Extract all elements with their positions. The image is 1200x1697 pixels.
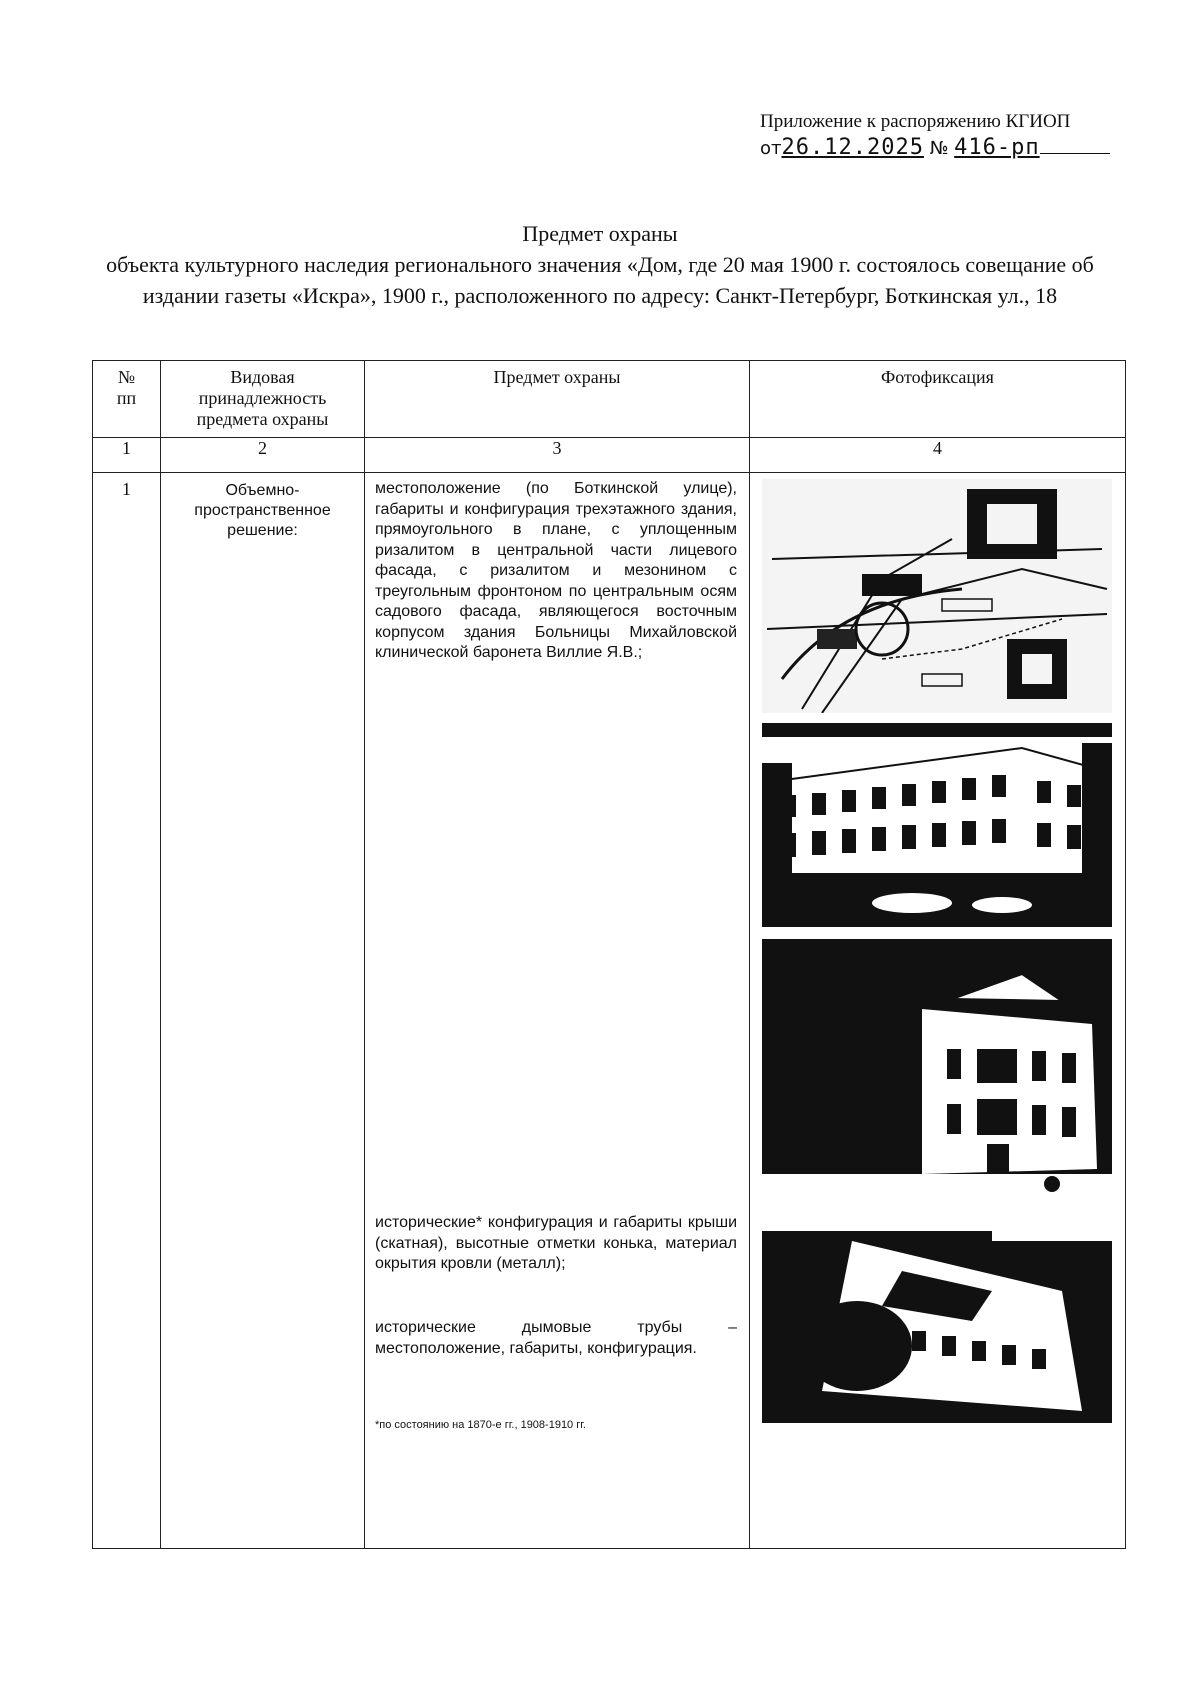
- number-prefix: №: [929, 138, 949, 159]
- protection-table: [92, 360, 1126, 1549]
- table-row: [93, 473, 1126, 1549]
- header-subject: Предмет охраны: [365, 361, 750, 438]
- column-number: 4: [750, 438, 1126, 473]
- table-header-row: [93, 361, 1126, 438]
- garden-facade-photo: [762, 939, 1112, 1197]
- subject-item-location: местоположение (по Боткинской улице), габариты и конфигурация трехэтажного здания, прямоугольного в плане, с уплощенным ризалитом в центральной части лицевого фасада, с ризалитом и мезонином с треугольным фронтоном по центральным осям садового фасада, являющегося восточным корпусом здания Больницы Михайловской клинической баронета Виллие Я.В.;: [375, 480, 737, 661]
- annex-title: Приложение к распоряжению КГИОП: [760, 111, 1071, 132]
- column-number: 2: [161, 438, 365, 473]
- subject-item-roof: исторические* конфигурация и габариты крыши (скатная), высотные отметки конька, материал окрытия кровли (металл);: [375, 1214, 737, 1272]
- annex-block: [760, 110, 1180, 161]
- footnote: *по состоянию на 1870-е гг., 1908-1910 гг.: [375, 1419, 586, 1431]
- annex-number: 416-рп: [954, 135, 1040, 160]
- annex-date-line: [760, 136, 1180, 161]
- header-number: № пп: [93, 361, 161, 438]
- row-number: 1: [93, 473, 161, 1549]
- number-underline: [1040, 152, 1110, 154]
- heading-subtitle: объекта культурного наследия регионального значения «Дом, где 20 мая 1900 г. состоялось совещание об издании газеты «Искра», 1900 г., расположенного по адресу: Санкт-Петербург, Боткинская ул., 18: [106, 252, 1094, 308]
- row-subject: [365, 473, 750, 1549]
- aerial-roof-photo: [762, 1211, 1112, 1423]
- heading-title: Предмет охраны: [522, 221, 678, 246]
- column-number-row: [93, 438, 1126, 473]
- column-number: 3: [365, 438, 750, 473]
- header-photo: Фотофиксация: [750, 361, 1126, 438]
- document-heading: [100, 218, 1100, 311]
- street-facade-photo: [762, 723, 1112, 927]
- date-prefix: от: [760, 138, 782, 159]
- site-plan-map: [762, 479, 1112, 713]
- subject-item-chimneys: исторические дымовые трубы – местоположение, габариты, конфигурация.: [375, 1319, 737, 1357]
- column-number: 1: [93, 438, 161, 473]
- row-category: Объемно-пространственное решение:: [161, 473, 365, 1549]
- annex-date: 26.12.2025: [781, 135, 924, 160]
- row-photos: [750, 473, 1126, 1549]
- header-category: Видовая принадлежность предмета охраны: [161, 361, 365, 438]
